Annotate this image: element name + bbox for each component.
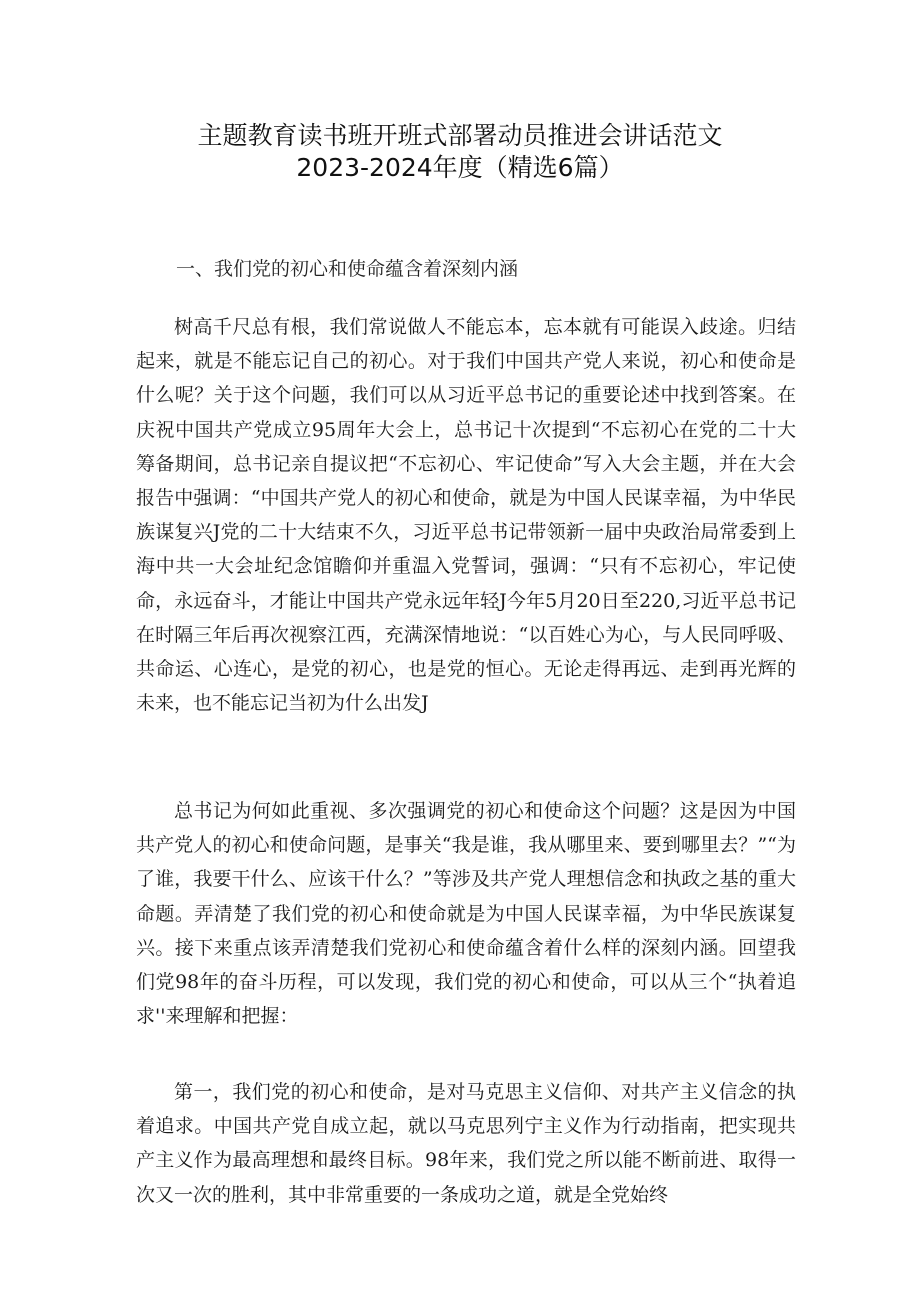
paragraph-3: 第一，我们党的初心和使命，是对马克思主义信仰、对共产主义信念的执着追求。中国共产党自成立起，就以马克思列宁主义作为行动指南，把实现共产主义作为最高理想和最终目标。98年来，我们党之所以能不断前进、取得一次又一次的胜利，其中非常重要的一条成功之道，就是全党始终 [136, 1081, 796, 1206]
section-heading: 一、我们党的初心和使命蕴含着深刻内涵 [176, 258, 519, 280]
paragraph-2: 总书记为何如此重视、多次强调党的初心和使命这个问题？这是因为中国共产党人的初心和使命问题，是事关“我是谁，我从哪里来、要到哪里去？”“为了谁，我要干什么、应该干什么？”等涉及共产党人理想信念和执政之基的重大命题。弄清楚了我们党的初心和使命就是为中国人民谋幸福，为中华民族谋复兴。接下来重点该弄清楚我们党初心和使命蕴含着什么样的深刻内涵。回望我们党98年的奋斗历程，可以发现，我们党的初心和使命，可以从三个“执着追求''来理解和把握： [136, 800, 796, 1028]
paragraph-1: 树高千尺总有根，我们常说做人不能忘本，忘本就有可能误入歧途。归结起来，就是不能忘记自己的初心。对于我们中国共产党人来说，初心和使命是什么呢？关于这个问题，我们可以从习近平总书记的重要论述中找到答案。在庆祝中国共产党成立95周年大会上，总书记十次提到“不忘初心在党的二十大筹备期间，总书记亲自提议把“不忘初心、牢记使命”写入大会主题，并在大会报告中强调：“中国共产党人的初心和使命，就是为中国人民谋幸福，为中华民族谋复兴J党的二十大结束不久，习近平总书记带领新一届中央政治局常委到上海中共一大会址纪念馆瞻仰并重温入党誓词，强调：“只有不忘初心，牢记使命，永远奋斗，才能让中国共产党永远年轻J今年5月20日至220,习近平总书记在时隔三年后再次视察江西，充满深情地说：“以百姓心为心，与人民同呼吸、共命运、心连心，是党的初心，也是党的恒心。无论走得再远、走到再光辉的未来，也不能忘记当初为什么出发J [136, 316, 796, 715]
document-title-line-1: 主题教育读书班开班式部署动员推进会讲话范文 [197, 121, 723, 150]
document-title-line-2: 2023-2024年度（精选6篇） [296, 153, 624, 182]
